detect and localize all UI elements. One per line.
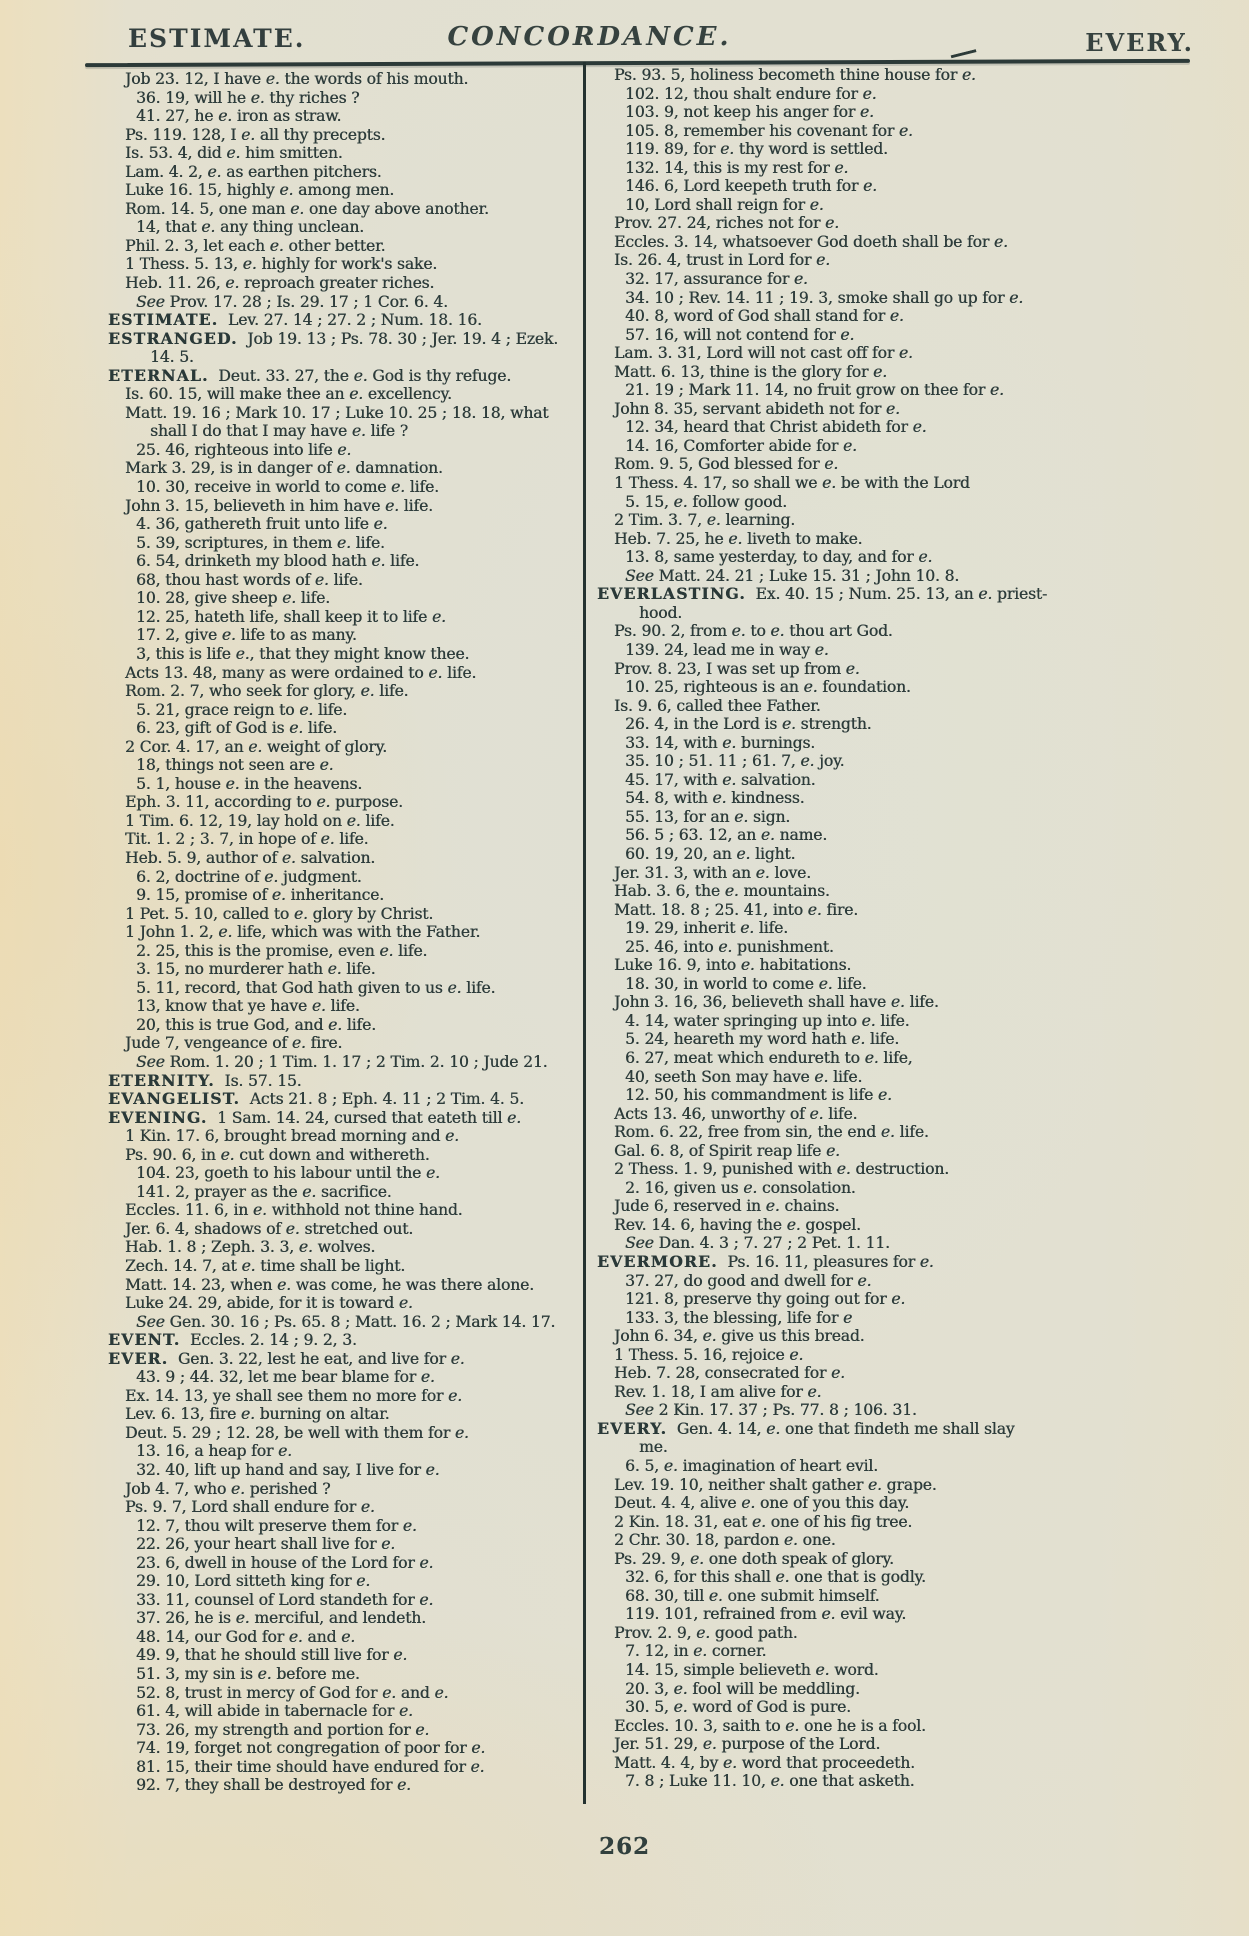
entry-line: Is. 26. 4, trust in Lord for e. — [614, 251, 830, 270]
entry-line: 5. 39, scriptures, in them e. life. — [136, 533, 385, 552]
entry-line: Matt. 19. 16 ; Mark 10. 17 ; Luke 10. 25 ; 18. 18, what — [125, 403, 549, 422]
entry-line: Rev. 1. 18, I am alive for e. — [614, 1382, 822, 1401]
entry-line: 49. 9, that he should still live for e. — [136, 1646, 408, 1665]
see-reference-line: See Matt. 24. 21 ; Luke 15. 31 ; John 10. 8. — [625, 566, 960, 585]
entry-line: Ps. 119. 128, I e. all thy precepts. — [125, 125, 386, 144]
entry-line: Is. 53. 4, did e. him smitten. — [125, 144, 343, 163]
entry-line: 18. 30, in world to come e. life. — [625, 974, 867, 993]
entry-line: Matt. 14. 23, when e. was come, he was there alone. — [125, 1275, 534, 1294]
entry-line: 2 Kin. 18. 31, eat e. one of his fig tree. — [614, 1512, 913, 1531]
entry-line: 103. 9, not keep his anger for e. — [625, 103, 874, 122]
headword-line: EVERY. Gen. 4. 14, e. one that findeth me shall slay — [597, 1418, 1015, 1438]
see-reference-line: See Gen. 30. 16 ; Ps. 65. 8 ; Matt. 16. 2 ; Mark 14. 17. — [136, 1312, 556, 1331]
entry-line: Deut. 4. 4, alive e. one of you this day. — [614, 1494, 910, 1513]
entry-line: 41. 27, he e. iron as straw. — [136, 107, 342, 126]
entry-line: 20, this is true God, and e. life. — [136, 1015, 376, 1034]
running-head-left: ESTIMATE. — [128, 24, 306, 53]
entry-line: Heb. 5. 9, author of e. salvation. — [125, 848, 376, 867]
entry-line: 56. 5 ; 63. 12, an e. name. — [625, 826, 828, 845]
entry-line: 2. 25, this is the promise, even e. life. — [136, 941, 428, 960]
entry-line: Eccles. 10. 3, saith to e. one he is a fool. — [614, 1716, 926, 1735]
entry-line: 12. 25, hateth life, shall keep it to life e. — [136, 607, 446, 626]
entry-line: 20. 3, e. fool will be meddling. — [625, 1679, 860, 1698]
entry-line: 3, this is life e., that they might know thee. — [136, 644, 470, 663]
entry-line: Job 4. 7, who e. perished ? — [125, 1479, 331, 1498]
entry-line: 52. 8, trust in mercy of God for e. and e. — [136, 1683, 449, 1702]
entry-line: 43. 9 ; 44. 32, let me bear blame for e. — [136, 1368, 435, 1387]
entry-line: Ps. 9. 7, Lord shall endure for e. — [125, 1498, 375, 1517]
entry-line: Lam. 4. 2, e. as earthen pitchers. — [125, 162, 382, 181]
entry-line: 57. 16, will not contend for e. — [625, 325, 855, 344]
entry-line: Jude 7, vengeance of e. fire. — [125, 1034, 343, 1053]
running-head-right: EVERY. — [1085, 28, 1194, 57]
entry-line: 19. 29, inherit e. life. — [625, 919, 788, 938]
entry-line: Ps. 29. 9, e. one doth speak of glory. — [614, 1549, 894, 1568]
entry-line: John 3. 15, believeth in him have e. life. — [125, 496, 433, 515]
entry-line: 2. 16, given us e. consolation. — [625, 1178, 856, 1197]
entry-line: Matt. 4. 4, by e. word that proceedeth. — [614, 1753, 915, 1772]
entry-line: 6. 54, drinketh my blood hath e. life. — [136, 552, 420, 571]
entry-line: 1 Thess. 5. 13, e. highly for work's sake. — [125, 255, 438, 274]
entry-line: Phil. 2. 3, let each e. other better. — [125, 236, 386, 255]
entry-line: 25. 46, into e. punishment. — [625, 937, 834, 956]
entry-line: 119. 89, for e. thy word is settled. — [625, 140, 888, 159]
entry-line: Eph. 3. 11, according to e. purpose. — [125, 793, 403, 812]
see-reference-line: See 2 Kin. 17. 37 ; Ps. 77. 8 ; 106. 31. — [625, 1401, 917, 1420]
entry-line: 7. 12, in e. corner. — [625, 1642, 767, 1661]
entry-line: 2 Thess. 1. 9, punished with e. destruction. — [614, 1160, 949, 1179]
entry-line: 12. 50, his commandment is life e. — [625, 1086, 892, 1105]
entry-line: 2 Chr. 30. 18, pardon e. one. — [614, 1531, 836, 1550]
entry-line: 5. 24, heareth my word hath e. life. — [625, 1030, 900, 1049]
entry-line: 37. 27, do good and dwell for e. — [625, 1271, 872, 1290]
entry-line: 119. 101, refrained from e. evil way. — [625, 1605, 907, 1624]
entry-line: Rom. 9. 5, God blessed for e. — [614, 455, 839, 474]
entry-line: 25. 46, righteous into life e. — [136, 440, 352, 459]
entry-line: Matt. 6. 13, thine is the glory for e. — [614, 362, 887, 381]
entry-line: Heb. 11. 26, e. reproach greater riches. — [125, 274, 435, 293]
headword-line: EVENING. 1 Sam. 14. 24, cursed that eateth till e. — [108, 1107, 521, 1127]
entry-line: 5. 11, record, that God hath given to us e. life. — [136, 978, 496, 997]
entry-line: 33. 11, counsel of Lord standeth for e. — [136, 1590, 434, 1609]
entry-line: Eccles. 3. 14, whatsoever God doeth shall be for e. — [614, 232, 1008, 251]
entry-line: 6. 23, gift of God is e. life. — [136, 719, 337, 738]
entry-line: 102. 12, thou shalt endure for e. — [625, 84, 877, 103]
entry-line: 33. 14, with e. burnings. — [625, 733, 816, 752]
entry-line: 12. 34, heard that Christ abideth for e. — [625, 418, 927, 437]
headword-line: EVER. Gen. 3. 22, lest he eat, and live for e. — [108, 1348, 465, 1368]
entry-line: Eccles. 11. 6, in e. withhold not thine hand. — [125, 1201, 463, 1220]
entry-line: 1 Thess. 4. 17, so shall we e. be with the Lord — [614, 474, 970, 493]
entry-line: Prov. 8. 23, I was set up from e. — [614, 659, 860, 678]
entry-line: 81. 15, their time should have endured for e. — [136, 1757, 485, 1776]
entry-line: Acts 13. 46, unworthy of e. life. — [614, 1104, 858, 1123]
entry-line: John 6. 34, e. give us this bread. — [614, 1327, 865, 1346]
entry-line: 133. 3, the blessing, life for e — [625, 1308, 853, 1327]
entry-line: Acts 13. 48, many as were ordained to e. life. — [125, 663, 477, 682]
right-column — [597, 66, 1245, 1791]
entry-line: 104. 23, goeth to his labour until the e. — [136, 1164, 440, 1183]
entry-line: Prov. 27. 24, riches not for e. — [614, 214, 839, 233]
entry-line: Lev. 6. 13, fire e. burning on altar. — [125, 1405, 390, 1424]
entry-line: 40, seeth Son may have e. life. — [625, 1067, 863, 1086]
page-number: 262 — [598, 1833, 650, 1860]
entry-line: 68. 30, till e. one submit himself. — [625, 1586, 880, 1605]
entry-line: Ex. 14. 13, ye shall see them no more for e. — [125, 1386, 462, 1405]
entry-line: Rom. 2. 7, who seek for glory, e. life. — [125, 682, 409, 701]
entry-line: 51. 3, my sin is e. before me. — [136, 1665, 360, 1684]
entry-line: Tit. 1. 2 ; 3. 7, in hope of e. life. — [125, 830, 369, 849]
entry-line: 48. 14, our God for e. and e. — [136, 1627, 355, 1646]
entry-line: Heb. 7. 25, he e. liveth to make. — [614, 529, 863, 548]
entry-line: 105. 8, remember his covenant for e. — [625, 121, 913, 140]
entry-line: 55. 13, for an e. sign. — [625, 807, 791, 826]
entry-line: 132. 14, this is my rest for e. — [625, 158, 849, 177]
entry-line: 10. 28, give sheep e. life. — [136, 589, 330, 608]
entry-line: 40. 8, word of God shall stand for e. — [625, 307, 904, 326]
entry-line: 10, Lord shall reign for e. — [625, 195, 824, 214]
headword-line: EVERMORE. Ps. 16. 11, pleasures for e. — [597, 1252, 934, 1271]
entry-line: 1 Pet. 5. 10, called to e. glory by Christ. — [125, 904, 434, 923]
entry-line: 121. 8, preserve thy going out for e. — [625, 1290, 906, 1309]
headword-line: ESTRANGED. Job 19. 13 ; Ps. 78. 30 ; Jer. 19. 4 ; Ezek. — [108, 328, 558, 348]
entry-line: Gal. 6. 8, of Spirit reap life e. — [614, 1141, 840, 1160]
entry-line: 68, thou hast words of e. life. — [136, 570, 363, 589]
entry-line: 45. 17, with e. salvation. — [625, 770, 816, 789]
entry-line: 139. 24, lead me in way e. — [625, 640, 829, 659]
entry-line: 32. 17, assurance for e. — [625, 270, 808, 289]
headword-line: EVENT. Eccles. 2. 14 ; 9. 2, 3. — [108, 1330, 357, 1350]
entry-line: 17. 2, give e. life to as many. — [136, 626, 357, 645]
entry-line: Lev. 19. 10, neither shalt gather e. grape. — [614, 1475, 937, 1494]
entry-line: 5. 21, grace reign to e. life. — [136, 700, 348, 719]
entry-line: 61. 4, will abide in tabernacle for e. — [136, 1702, 413, 1721]
entry-line: 6. 2, doctrine of e. judgment. — [136, 867, 362, 886]
entry-line: 73. 26, my strength and portion for e. — [136, 1720, 430, 1739]
entry-line: 36. 19, will he e. thy riches ? — [136, 88, 360, 107]
headword-line: ETERNAL. Deut. 33. 27, the e. God is thy refuge. — [108, 365, 512, 385]
entry-line: 14. 15, simple believeth e. word. — [625, 1661, 879, 1680]
entry-line: shall I do that I may have e. life ? — [150, 422, 408, 441]
entry-line: Mark 3. 29, is in danger of e. damnation. — [125, 459, 443, 478]
entry-line: 146. 6, Lord keepeth truth for e. — [625, 177, 877, 196]
entry-line: 22. 26, your heart shall live for e. — [136, 1535, 396, 1554]
entry-line: 1 Tim. 6. 12, 19, lay hold on e. life. — [125, 811, 395, 830]
entry-line: 2 Tim. 3. 7, e. learning. — [614, 511, 796, 530]
entry-line: hood. — [639, 603, 683, 622]
entry-line: 5. 1, house e. in the heavens. — [136, 774, 363, 793]
running-head-title: CONCORDANCE. — [447, 22, 732, 52]
entry-line: 10. 30, receive in world to come e. life. — [136, 478, 439, 497]
entry-line: 74. 19, forget not congregation of poor for e. — [136, 1739, 486, 1758]
entry-line: 92. 7, they shall be destroyed for e. — [136, 1776, 411, 1795]
entry-line: 6. 27, meat which endureth to e. life, — [625, 1048, 913, 1067]
entry-line: Luke 16. 9, into e. habitations. — [614, 956, 852, 975]
entry-line: 4. 14, water springing up into e. life. — [625, 1011, 910, 1030]
entry-line: 35. 10 ; 51. 11 ; 61. 7, e. joy. — [625, 752, 845, 771]
entry-line: John 8. 35, servant abideth not for e. — [614, 399, 900, 418]
entry-line: Lam. 3. 31, Lord will not cast off for e. — [614, 344, 913, 363]
entry-line: 32. 6, for this shall e. one that is godly. — [625, 1568, 926, 1587]
see-reference-line: See Rom. 1. 20 ; 1 Tim. 1. 17 ; 2 Tim. 2. 10 ; Jude 21. — [136, 1052, 548, 1071]
entry-line: 7. 8 ; Luke 11. 10, e. one that asketh. — [625, 1772, 915, 1791]
entry-line: 6. 5, e. imagination of heart evil. — [625, 1457, 878, 1476]
entry-line: 34. 10 ; Rev. 14. 11 ; 19. 3, smoke shall go up for e. — [625, 288, 1024, 307]
entry-line: 3. 15, no murderer hath e. life. — [136, 960, 376, 979]
entry-line: 60. 19, 20, an e. light. — [625, 844, 796, 863]
entry-line: 1 John 1. 2, e. life, which was with the Father. — [125, 923, 481, 942]
entry-line: Heb. 7. 28, consecrated for e. — [614, 1364, 845, 1383]
entry-line: Hab. 3. 6, the e. mountains. — [614, 882, 830, 901]
entry-line: 18, things not seen are e. — [136, 756, 334, 775]
entry-line: Rom. 14. 5, one man e. one day above another. — [125, 199, 489, 218]
entry-line: Zech. 14. 7, at e. time shall be light. — [125, 1257, 406, 1275]
entry-line: 14. 16, Comforter abide for e. — [625, 436, 857, 455]
entry-line: Rev. 14. 6, having the e. gospel. — [614, 1215, 861, 1234]
entry-line: Jer. 51. 29, e. purpose of the Lord. — [614, 1735, 881, 1754]
entry-line: me. — [639, 1438, 668, 1457]
entry-line: 30. 5, e. word of God is pure. — [625, 1698, 851, 1717]
entry-line: Jude 6, reserved in e. chains. — [614, 1197, 840, 1216]
entry-line: Rom. 6. 22, free from sin, the end e. life. — [614, 1123, 929, 1142]
entry-line: 12. 7, thou wilt preserve them for e. — [136, 1516, 417, 1535]
entry-line: John 3. 16, 36, believeth shall have e. life. — [614, 993, 939, 1012]
entry-line: Matt. 18. 8 ; 25. 41, into e. fire. — [614, 900, 859, 919]
see-reference-line: See Prov. 17. 28 ; Is. 29. 17 ; 1 Cor. 6. 4. — [136, 292, 448, 311]
entry-line: 26. 4, in the Lord is e. strength. — [625, 715, 872, 734]
entry-line: 1 Thess. 5. 16, rejoice e. — [614, 1345, 804, 1364]
entry-line: 13, know that ye have e. life. — [136, 997, 360, 1016]
headword-line: ETERNITY. Is. 57. 15. — [108, 1070, 302, 1090]
entry-line: 32. 40, lift up hand and say, I live for e. — [136, 1461, 440, 1480]
entry-line: 2 Cor. 4. 17, an e. weight of glory. — [125, 737, 387, 756]
entry-line: 14, that e. any thing unclean. — [136, 218, 364, 237]
entry-line: 29. 10, Lord sitteth king for e. — [136, 1572, 371, 1591]
entry-line: 5. 15, e. follow good. — [625, 492, 787, 511]
entry-line: Luke 16. 15, highly e. among men. — [125, 181, 395, 200]
entry-line: Prov. 2. 9, e. good path. — [614, 1623, 798, 1642]
entry-line: 9. 15, promise of e. inheritance. — [136, 886, 384, 905]
entry-line: 13. 16, a heap for e. — [136, 1442, 292, 1461]
entry-line: Ps. 90. 6, in e. cut down and withereth. — [125, 1145, 430, 1164]
entry-line: 54. 8, with e. kindness. — [625, 789, 805, 808]
entry-line: 23. 6, dwell in house of the Lord for e. — [136, 1553, 434, 1572]
entry-line: Luke 24. 29, abide, for it is toward e. — [125, 1294, 413, 1313]
entry-line: 4. 36, gathereth fruit unto life e. — [136, 515, 388, 534]
entry-line: Deut. 5. 29 ; 12. 28, be well with them for e. — [125, 1423, 469, 1442]
entry-line: Is. 60. 15, will make thee an e. excellency. — [125, 385, 452, 404]
left-column — [108, 70, 584, 1795]
entry-line: 37. 26, he is e. merciful, and lendeth. — [136, 1609, 426, 1628]
entry-line: Ps. 93. 5, holiness becometh thine house for e. — [614, 66, 976, 84]
entry-line: 14. 5. — [150, 348, 194, 367]
entry-line: Jer. 31. 3, with an e. love. — [614, 863, 811, 882]
see-reference-line: See Dan. 4. 3 ; 7. 27 ; 2 Pet. 1. 11. — [625, 1234, 890, 1253]
entry-line: 141. 2, prayer as the e. sacrifice. — [136, 1182, 392, 1201]
entry-line: Ps. 90. 2, from e. to e. thou art God. — [614, 622, 893, 641]
entry-line: 10. 25, righteous is an e. foundation. — [625, 678, 911, 697]
headword-line: ESTIMATE. Lev. 27. 14 ; 27. 2 ; Num. 18. 16. — [108, 310, 482, 330]
entry-line: Hab. 1. 8 ; Zeph. 3. 3, e. wolves. — [125, 1238, 376, 1257]
entry-line: Job 23. 12, I have e. the words of his mouth. — [125, 70, 469, 88]
entry-line: Jer. 6. 4, shadows of e. stretched out. — [125, 1219, 414, 1238]
headword-line: EVERLASTING. Ex. 40. 15 ; Num. 25. 13, an e. priest- — [597, 584, 1048, 604]
entry-line: 13. 8, same yesterday, to day, and for e. — [625, 548, 933, 567]
entry-line: 21. 19 ; Mark 11. 14, no fruit grow on thee for e. — [625, 381, 1004, 400]
entry-line: Is. 9. 6, called thee Father. — [614, 696, 821, 715]
entry-line: 1 Kin. 17. 6, brought bread morning and e. — [125, 1127, 459, 1146]
headword-line: EVANGELIST. Acts 21. 8 ; Eph. 4. 11 ; 2 Tim. 4. 5. — [108, 1089, 524, 1109]
running-head — [0, 22, 1249, 58]
